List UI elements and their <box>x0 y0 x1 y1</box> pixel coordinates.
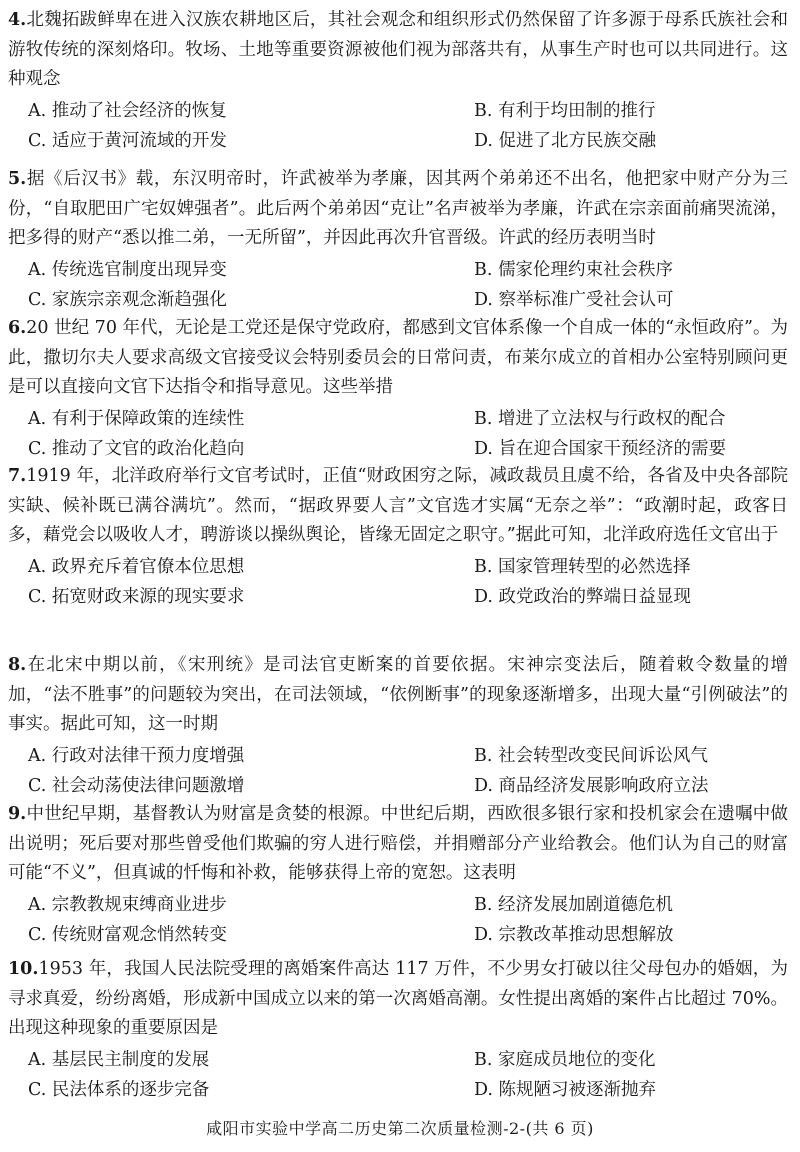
option-d[interactable]: D. 政党政治的弊端日益显现 <box>474 587 692 607</box>
question-9 <box>8 800 788 949</box>
options-row <box>8 284 788 314</box>
option-d[interactable]: D. 商品经济发展影响政府立法 <box>474 776 709 796</box>
options-row <box>8 433 788 463</box>
options-row <box>8 581 788 611</box>
option-d[interactable]: D. 察举标准广受社会认可 <box>474 290 674 310</box>
question-text: 20 世纪 70 年代，无论是工党还是保守党政府，都感到文官体系像一个自成一体的“永恒政府”。为此，撒切尔夫人要求高级文官接受议会特别委员会的日常问责，布莱尔成立的首相办公室特别顾问更是可以直接向文官下达指令和指导意见。这些举措 <box>8 318 788 397</box>
question-number: 7. <box>8 466 27 486</box>
option-b[interactable]: B. 家庭成员地位的变化 <box>474 1050 656 1070</box>
options-row <box>8 889 788 919</box>
question-8 <box>8 651 788 800</box>
option-a[interactable]: A. 有利于保障政策的连续性 <box>28 409 245 429</box>
option-a[interactable]: A. 基层民主制度的发展 <box>28 1050 210 1070</box>
option-b[interactable]: B. 经济发展加剧道德危机 <box>474 895 673 915</box>
option-c[interactable]: C. 民法体系的逐步完备 <box>28 1080 210 1100</box>
question-text: 据《后汉书》载，东汉明帝时，许武被举为孝廉，因其两个弟弟还不出名，他把家中财产分为三份，“自取肥田广宅奴婢强者”。此后两个弟弟因“克让”名声被举为孝廉，许武在宗亲面前痛哭流涕，把多得的财产“悉以推二弟，一无所留”，并因此再次升官晋级。许武的经历表明当时 <box>8 169 788 248</box>
question-text: 1953 年，我国人民法院受理的离婚案件高达 117 万件，不少男女打破以往父母包办的婚姻，为寻求真爱，纷纷离婚，形成新中国成立以来的第一次离婚高潮。女性提出离婚的案件占比超过 70%。出现这种现象的重要原因是 <box>8 959 788 1038</box>
options-row <box>8 551 788 581</box>
options-row <box>8 1074 788 1104</box>
option-d[interactable]: D. 陈规陋习被逐渐抛弃 <box>474 1080 657 1100</box>
question-stem <box>8 462 788 551</box>
option-c[interactable]: C. 推动了文官的政治化趋向 <box>28 439 245 459</box>
option-b[interactable]: B. 国家管理转型的必然选择 <box>474 557 691 577</box>
option-a[interactable]: A. 行政对法律干预力度增强 <box>28 746 245 766</box>
option-b[interactable]: B. 社会转型改变民间诉讼风气 <box>474 746 708 766</box>
question-number: 5. <box>8 169 27 189</box>
question-5 <box>8 165 788 314</box>
options-row <box>8 125 788 155</box>
question-number: 6. <box>8 318 27 338</box>
options-row <box>8 740 788 770</box>
option-d[interactable]: D. 促进了北方民族交融 <box>474 131 657 151</box>
option-b[interactable]: B. 儒家伦理约束社会秩序 <box>474 260 673 280</box>
option-b[interactable]: B. 增进了立法权与行政权的配合 <box>474 409 726 429</box>
option-d[interactable]: D. 旨在迎合国家干预经济的需要 <box>474 439 727 459</box>
question-7 <box>8 462 788 611</box>
question-10 <box>8 955 788 1104</box>
option-a[interactable]: A. 推动了社会经济的恢复 <box>28 101 227 121</box>
question-text: 北魏拓跋鲜卑在进入汉族农耕地区后，其社会观念和组织形式仍然保留了许多源于母系氏族社会和游牧传统的深刻烙印。牧场、土地等重要资源被他们视为部落共有，从事生产时也可以共同进行。这种观念 <box>8 10 788 89</box>
question-number: 4. <box>8 10 27 30</box>
option-a[interactable]: A. 宗教教规束缚商业进步 <box>28 895 227 915</box>
option-d[interactable]: D. 宗教改革推动思想解放 <box>474 925 674 945</box>
option-c[interactable]: C. 适应于黄河流域的开发 <box>28 131 227 151</box>
option-c[interactable]: C. 拓宽财政来源的现实要求 <box>28 587 245 607</box>
option-c[interactable]: C. 传统财富观念悄然转变 <box>28 925 227 945</box>
page-footer: 咸阳市实验中学高二历史第二次质量检测-2-(共 6 页) <box>206 1119 594 1138</box>
question-text: 在北宋中期以前，《宋刑统》是司法官吏断案的首要依据。宋神宗变法后，随着敕令数量的增加，“法不胜事”的问题较为突出，在司法领域，“依例断事”的现象逐渐增多，出现大量“引例破法”的事实。据此可知，这一时期 <box>8 655 788 734</box>
question-number: 10. <box>8 959 39 979</box>
question-6 <box>8 314 788 463</box>
question-stem <box>8 800 788 889</box>
options-row <box>8 919 788 949</box>
options-row <box>8 770 788 800</box>
options-row <box>8 95 788 125</box>
options-row <box>8 254 788 284</box>
question-stem <box>8 165 788 254</box>
question-number: 8. <box>8 655 27 675</box>
option-b[interactable]: B. 有利于均田制的推行 <box>474 101 656 121</box>
question-stem <box>8 651 788 740</box>
question-stem <box>8 955 788 1044</box>
question-stem <box>8 314 788 403</box>
question-stem <box>8 6 788 95</box>
option-a[interactable]: A. 传统选官制度出现异变 <box>28 260 227 280</box>
option-c[interactable]: C. 家族宗亲观念渐趋强化 <box>28 290 227 310</box>
option-a[interactable]: A. 政界充斥着官僚本位思想 <box>28 557 245 577</box>
options-row <box>8 403 788 433</box>
question-4 <box>8 6 788 155</box>
options-row <box>8 1044 788 1074</box>
question-text: 中世纪早期，基督教认为财富是贪婪的根源。中世纪后期，西欧很多银行家和投机家会在遗嘱中做出说明；死后要对那些曾受他们欺骗的穷人进行赔偿，并捐赠部分产业给教会。他们认为自己的财富可能“不义”，但真诚的忏悔和补救，能够获得上帝的宽恕。这表明 <box>8 804 788 883</box>
question-text: 1919 年，北洋政府举行文官考试时，正值“财政困穷之际，减政裁员且虞不给，各省及中央各部院实缺、候补既已满谷满坑”。然而，“据政界要人言”文官选才实属“无奈之举”：“政潮时起，政客日多，藉党会以吸收人才，聘游谈以操纵舆论，皆缘无固定之职守。”据此可知，北洋政府选任文官出于 <box>8 466 788 545</box>
question-number: 9. <box>8 804 27 824</box>
option-c[interactable]: C. 社会动荡使法律问题激增 <box>28 776 245 796</box>
